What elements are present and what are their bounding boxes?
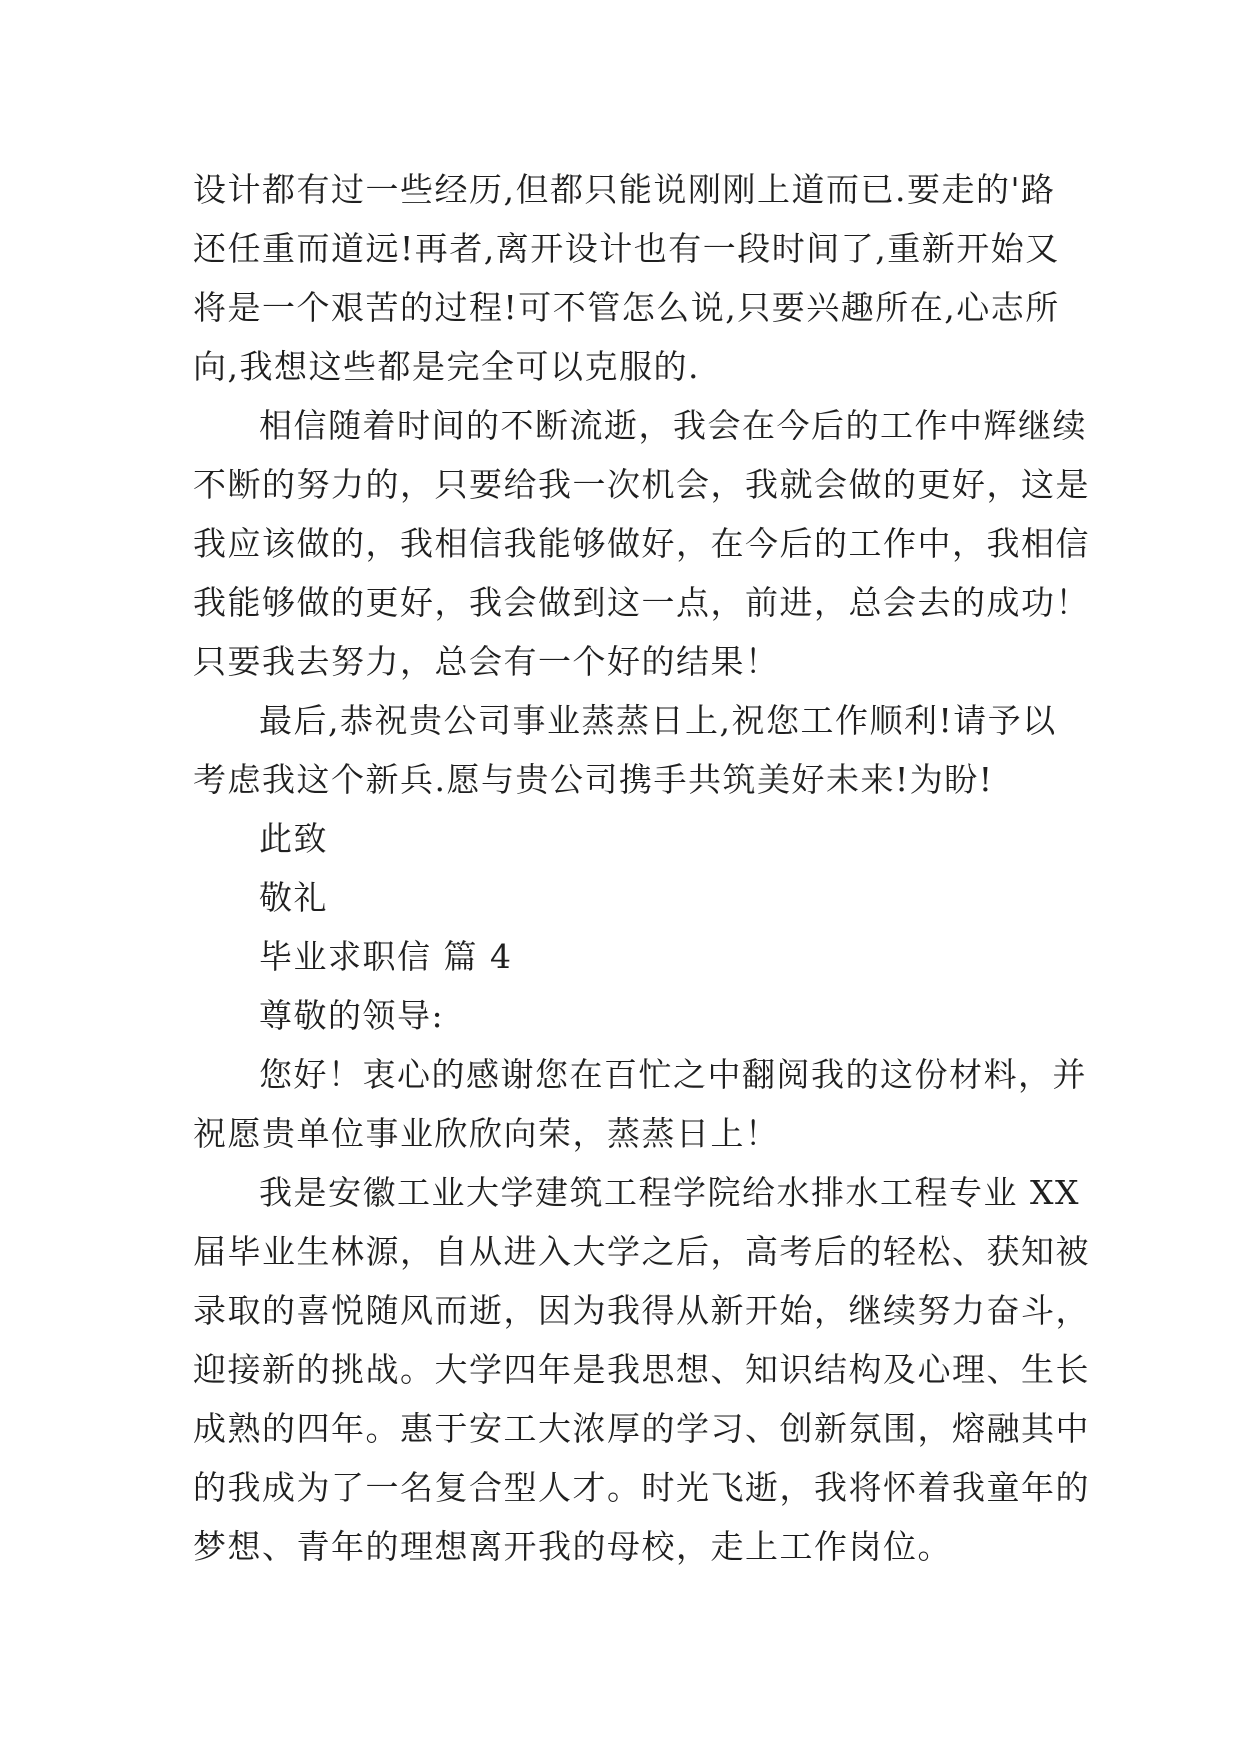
paragraph-start-line: 最后,恭祝贵公司事业蒸蒸日上,祝您工作顺利!请予以	[259, 701, 1057, 740]
text-line: 迎接新的挑战。大学四年是我思想、知识结构及心理、生长	[193, 1350, 1090, 1389]
text-line: 我能够做的更好，我会做到这一点，前进，总会去的成功！	[193, 583, 1090, 622]
text-line: 我应该做的，我相信我能够做好，在今后的工作中，我相信	[193, 524, 1090, 563]
text-line: 向,我想这些都是完全可以克服的.	[193, 347, 700, 386]
text-line: 届毕业生林源，自从进入大学之后，高考后的轻松、获知被	[193, 1232, 1090, 1271]
text-line: 考虑我这个新兵.愿与贵公司携手共筑美好未来!为盼!	[193, 760, 994, 799]
text-line: 录取的喜悦随风而逝，因为我得从新开始，继续努力奋斗，	[193, 1291, 1090, 1330]
closing-line: 敬礼	[259, 878, 328, 917]
paragraph-start-line: 您好！衷心的感谢您在百忙之中翻阅我的这份材料，并	[259, 1055, 1087, 1094]
text-line: 还任重而道远!再者,离开设计也有一段时间了,重新开始又	[193, 229, 1060, 268]
text-line: 只要我去努力，总会有一个好的结果！	[193, 642, 780, 681]
text-line: 梦想、青年的理想离开我的母校，走上工作岗位。	[193, 1527, 952, 1566]
text-line: 的我成为了一名复合型人才。时光飞逝，我将怀着我童年的	[193, 1468, 1090, 1507]
document-body	[193, 160, 1090, 1576]
paragraph-start-line: 我是安徽工业大学建筑工程学院给水排水工程专业 XX	[259, 1173, 1080, 1212]
text-line: 不断的努力的，只要给我一次机会，我就会做的更好，这是	[193, 465, 1090, 504]
text-line: 祝愿贵单位事业欣欣向荣，蒸蒸日上！	[193, 1114, 780, 1153]
section-heading: 毕业求职信 篇 4	[259, 937, 513, 976]
salutation-line: 尊敬的领导:	[259, 996, 445, 1035]
closing-line: 此致	[259, 819, 328, 858]
text-line: 成熟的四年。惠于安工大浓厚的学习、创新氛围，熔融其中	[193, 1409, 1090, 1448]
text-line: 将是一个艰苦的过程!可不管怎么说,只要兴趣所在,心志所	[193, 288, 1060, 327]
text-line: 设计都有过一些经历,但都只能说刚刚上道而已.要走的'路	[193, 170, 1056, 209]
paragraph-start-line: 相信随着时间的不断流逝，我会在今后的工作中辉继续	[259, 406, 1087, 445]
